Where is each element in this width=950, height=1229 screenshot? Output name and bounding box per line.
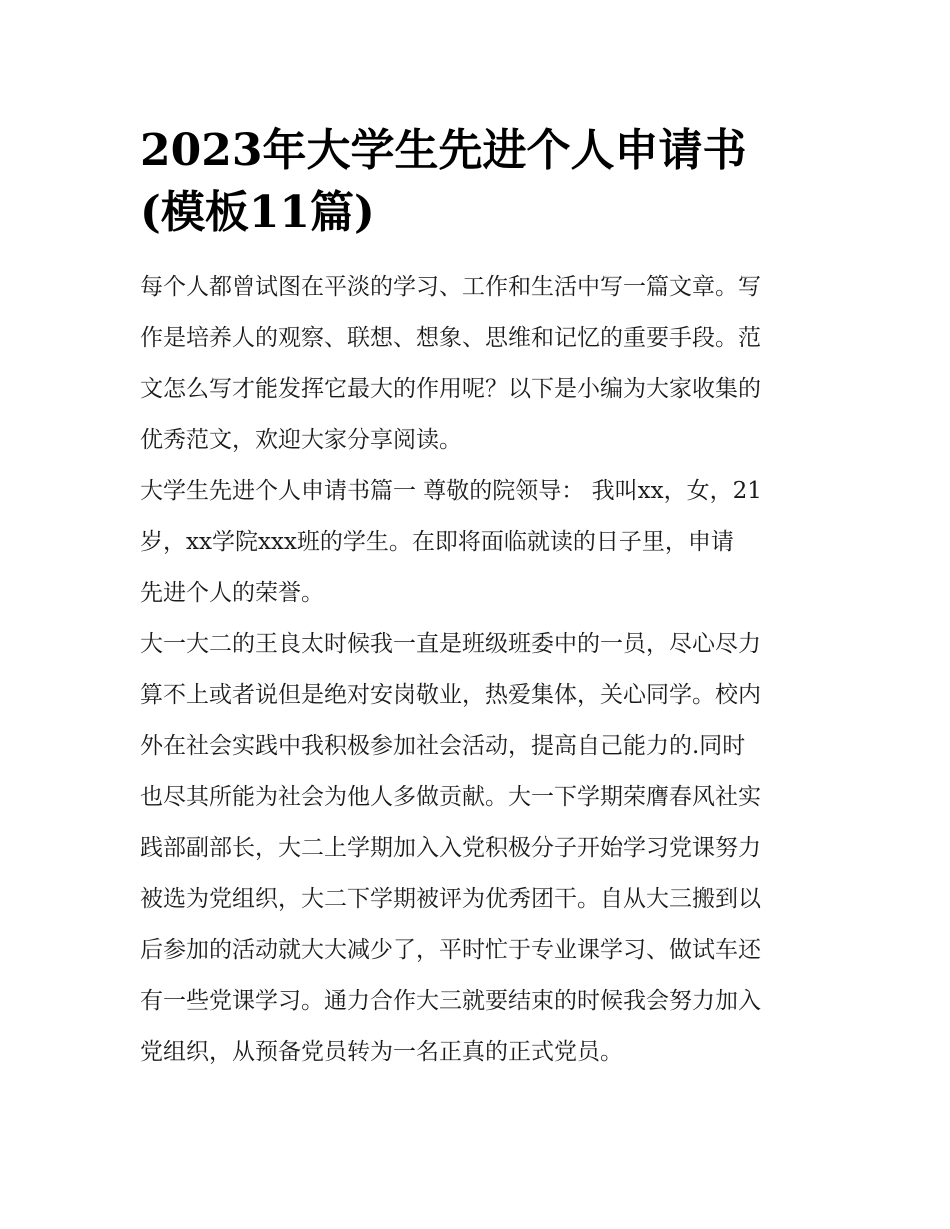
text-line: 作是培养人的观察、联想、想象、思维和记忆的重要手段。范 [140,325,761,351]
text-line: 践部副部长，大二上学期加入入党积极分子开始学习党课努力 [140,835,761,861]
document-body [140,262,820,1078]
document-page [140,120,820,1078]
document-title [140,120,820,244]
text-line: 党组织，从预备党员转为一名正真的正式党员。 [140,1039,623,1065]
paragraph-intro [140,262,820,466]
text-line: 有一些党课学习。通力合作大三就要结束的时候我会努力加入 [140,988,761,1014]
text-line: 后参加的活动就大大减少了，平时忙于专业课学习、做试车还 [140,937,761,963]
text-line: 大学生先进个人申请书篇一 尊敬的院领导： 我叫xx，女，21 [140,478,762,504]
text-line: 也尽其所能为社会为他人多做贡献。大一下学期荣膺春风社实 [140,784,761,810]
title-line: 2023年大学生先进个人申请书 [140,125,747,176]
text-line: 文怎么写才能发挥它最大的作用呢？以下是小编为大家收集的 [140,376,761,402]
text-line: 被选为党组织，大二下学期被评为优秀团干。自从大三搬到以 [140,886,761,912]
paragraph-application-header [140,466,820,619]
text-line: 大一大二的王良太时候我一直是班级班委中的一员，尽心尽力 [140,631,761,657]
text-line: 优秀范文，欢迎大家分享阅读。 [140,427,462,453]
text-line: 岁，xx学院xxx班的学生。在即将面临就读的日子里，申请 [140,529,734,555]
text-line: 先进个人的荣誉。 [140,580,324,606]
paragraph-experience [140,619,820,1078]
title-line: (模板11篇) [140,187,375,238]
text-line: 算不上或者说但是绝对安岗敬业，热爱集体，关心同学。校内 [140,682,761,708]
text-line: 外在社会实践中我积极参加社会活动，提高自己能力的.同时 [140,733,746,759]
text-line: 每个人都曾试图在平淡的学习、工作和生活中写一篇文章。写 [140,274,761,300]
